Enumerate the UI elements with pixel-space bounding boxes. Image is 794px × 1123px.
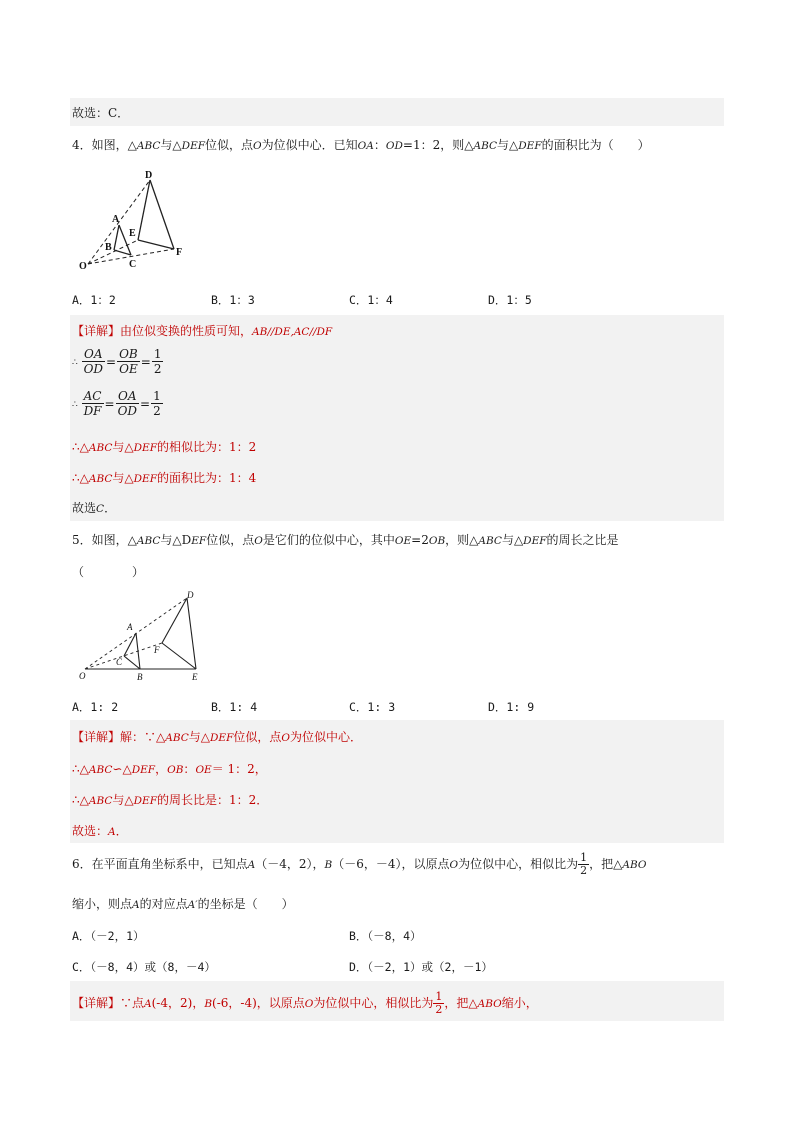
q6-stem-line1: 6．在平面直角坐标系中，已知点A（－4，2），B（－6，－4），以原点O为位似中心，相似比为 $\frac{1}{2}$ ，把△ABO <box>72 851 647 877</box>
q5-label-A: A <box>127 622 133 632</box>
explain-band-q4 <box>70 315 724 521</box>
q4-option-d[interactable]: D．1：5 <box>488 293 532 307</box>
q5-label-O: O <box>79 671 86 681</box>
q5-seg-CB <box>124 656 140 669</box>
q6-option-c[interactable]: C．（－8，4）或（8，－4） <box>72 960 216 974</box>
q4-seg-DF <box>150 180 174 249</box>
q5-seg-AC <box>124 633 136 656</box>
q5-label-F: F <box>154 645 160 655</box>
q4-explain-line4: ∴△ABC与△DEF的相似比为：1：2 <box>72 440 257 454</box>
q4-label-B: B <box>105 242 112 253</box>
q5-label-D: D <box>187 590 194 600</box>
q4-option-b[interactable]: B．1：3 <box>211 293 255 307</box>
q5-label-E: E <box>192 672 198 682</box>
q5-label-C: C <box>116 657 123 667</box>
q4-final-answer: 故选C． <box>72 501 117 515</box>
q5-option-c[interactable]: C．1: 3 <box>349 700 396 714</box>
q4-explain-line1: 【详解】由位似变换的性质可知，AB//DE,AC//DF <box>72 324 333 338</box>
q6-option-a[interactable]: A．（－2，1） <box>72 929 145 943</box>
q4-seg-DE <box>138 180 150 240</box>
q5-answer-paren: （ ） <box>72 565 145 579</box>
q5-explain-line3: ∴△ABC与△DEF的周长比是：1：2． <box>72 793 269 807</box>
q4-seg-AB <box>114 225 119 250</box>
q4-seg-EF <box>138 240 174 249</box>
q5-option-a[interactable]: A．1: 2 <box>72 700 119 714</box>
q4-label-F: F <box>176 247 183 258</box>
q5-option-d[interactable]: D．1: 9 <box>488 700 535 714</box>
q4-label-E: E <box>129 228 136 239</box>
q6-option-d[interactable]: D．（－2，1）或（2，－1） <box>349 960 493 974</box>
q4-option-a[interactable]: A．1：2 <box>72 293 116 307</box>
q5-final-answer: 故选：A． <box>72 824 128 838</box>
q5-figure <box>74 588 214 684</box>
q3-final-answer: 故选：C． <box>72 106 130 120</box>
q4-label-O: O <box>79 261 87 272</box>
q6-stem-line2: 缩小，则点A的对应点A′的坐标是（ ） <box>72 897 294 911</box>
q5-dash-OD <box>85 598 187 669</box>
q5-option-b[interactable]: B．1: 4 <box>211 700 258 714</box>
answer-band-q3 <box>70 98 724 126</box>
q4-option-c[interactable]: C．1：4 <box>349 293 393 307</box>
q5-explain-line2: ∴△ABC∽△DEF，OB：OE＝ 1：2， <box>72 762 267 776</box>
q4-stem: 4．如图，△ABC与△DEF位似，点O为位似中心．已知OA：OD=1：2，则△ABC与△DEF的面积比为（ ） <box>72 138 650 152</box>
q4-label-C: C <box>129 259 137 270</box>
q5-seg-DF <box>162 598 187 643</box>
q5-seg-DE <box>187 598 196 669</box>
q4-label-D: D <box>145 170 153 181</box>
q4-explain-line2: ∴ $\frac{OA}{OD}$ = $\frac{OB}{OE}$ = $\frac{1}{2}$ <box>72 347 162 376</box>
q6-explain-line1: 【详解】∵点A(-4，2)，B(-6，-4)，以原点O为位似中心，相似比为 $\frac{1}{2}$ ，把△ABO缩小， <box>72 990 538 1016</box>
q5-seg-FE <box>162 643 196 669</box>
q4-label-A: A <box>112 214 120 225</box>
q5-label-B: B <box>137 672 143 682</box>
q5-stem: 5．如图，△ABC与△DEF位似，点O是它们的位似中心，其中OE=2OB，则△ABC与△DEF的周长之比是 <box>72 533 619 547</box>
q5-dash-OF <box>85 643 162 669</box>
q4-figure <box>74 168 194 276</box>
q5-explain-line1: 【详解】解：∵△ABC与△DEF位似，点O为位似中心． <box>72 730 363 744</box>
q4-explain-line3: ∴ $\frac{AC}{DF}$ = $\frac{OA}{OD}$ = $\frac{1}{2}$ <box>72 389 161 418</box>
q4-explain-line5: ∴△ABC与△DEF的面积比为：1：4 <box>72 471 257 485</box>
q6-option-b[interactable]: B．（－8，4） <box>349 929 422 943</box>
